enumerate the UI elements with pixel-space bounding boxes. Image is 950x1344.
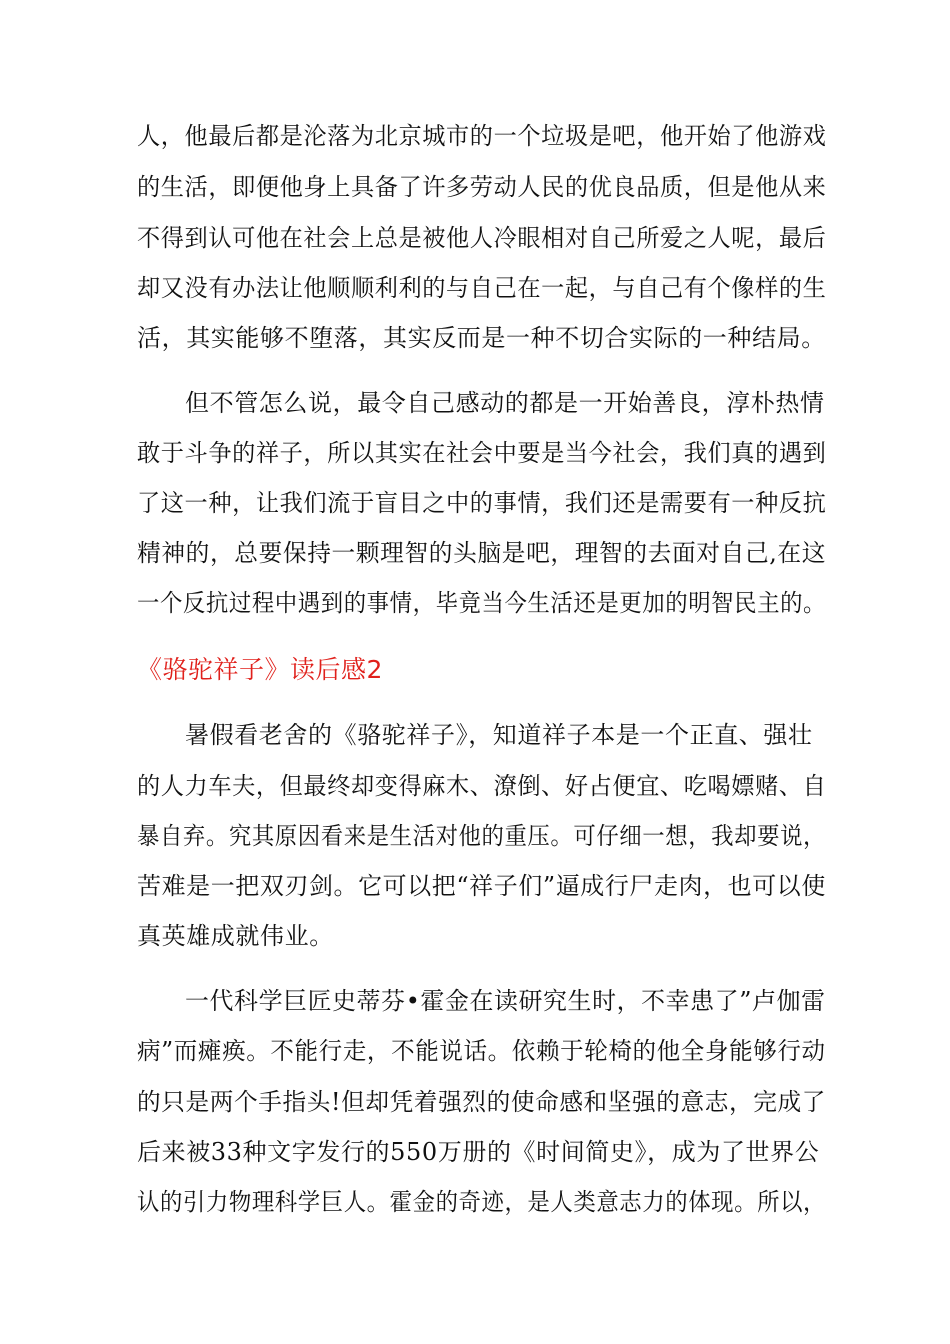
paragraph-2-line-3: 了这一种，让我们流于盲目之中的事情，我们还是需要有一种反抗 — [137, 489, 827, 517]
paragraph-2-line-2: 敢于斗争的祥子，所以其实在社会中要是当今社会，我们真的遇到 — [137, 439, 827, 467]
paragraph-3-line-5: 真英雄成就伟业。 — [137, 922, 334, 950]
paragraph-3-line-3: 暴自弃。究其原因看来是生活对他的重压。可仔细一想，我却要说， — [137, 822, 826, 850]
paragraph-3-line-2: 的人力车夫，但最终却变得麻木、潦倒、好占便宜、吃喝嫖赌、自 — [137, 772, 827, 800]
paragraph-2-line-4: 精神的，总要保持一颗理智的头脑是吧，理智的去面对自己,在这 — [137, 539, 827, 567]
paragraph-4-line-1: 一代科学巨匠史蒂芬•霍金在读研究生时，不幸患了”卢伽雷 — [185, 987, 826, 1015]
paragraph-2-line-1: 但不管怎么说，最令自己感动的都是一开始善良，淳朴热情 — [185, 389, 825, 417]
paragraph-1-line-5: 活，其实能够不堕落，其实反而是一种不切合实际的一种结局。 — [137, 324, 826, 352]
paragraph-1-line-4: 却又没有办法让他顺顺利利的与自己在一起，与自己有个像样的生 — [137, 274, 827, 302]
paragraph-4-line-3: 的只是两个手指头!但却凭着强烈的使命感和坚强的意志，完成了 — [137, 1088, 827, 1116]
paragraph-4-line-4: 后来被33种文字发行的550万册的《时间简史》，成为了世界公 — [137, 1138, 820, 1166]
paragraph-4-line-2: 病”而瘫痪。不能行走，不能说话。依赖于轮椅的他全身能够行动 — [137, 1037, 826, 1065]
paragraph-4-line-5: 认的引力物理科学巨人。霍金的奇迹，是人类意志力的体现。所以， — [137, 1188, 826, 1216]
paragraph-2-line-5: 一个反抗过程中遇到的事情，毕竟当今生活还是更加的明智民主的。 — [137, 589, 826, 617]
paragraph-1-line-3: 不得到认可他在社会上总是被他人冷眼相对自己所爱之人呢，最后 — [137, 224, 827, 252]
paragraph-3-line-1: 暑假看老舍的《骆驼祥子》，知道祥子本是一个正直、强壮 — [185, 721, 813, 749]
paragraph-1-line-1: 人，他最后都是沦落为北京城市的一个垃圾是吧，他开始了他游戏 — [137, 122, 827, 150]
paragraph-3-line-4: 苦难是一把双刃剑。它可以把“祥子们”逼成行尸走肉，也可以使 — [137, 872, 826, 900]
paragraph-1-line-2: 的生活，即便他身上具备了许多劳动人民的优良品质，但是他从来 — [137, 173, 827, 201]
section-heading: 《骆驼祥子》读后感2 — [137, 655, 383, 684]
